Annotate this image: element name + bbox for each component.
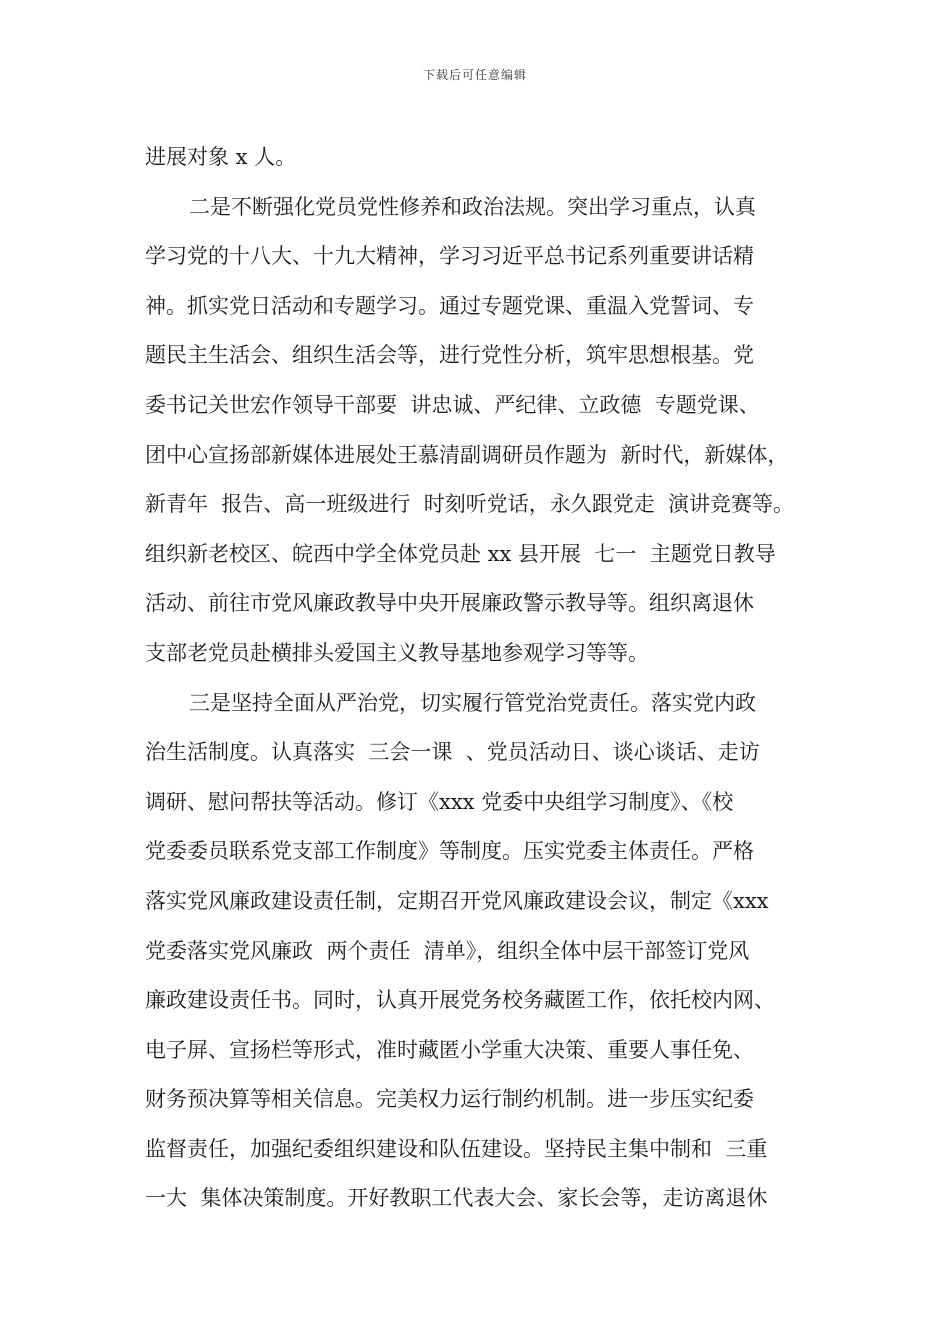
text-line: 财务预决算等相关信息。完美权力运行制约机制。进一步压实纪委 xyxy=(145,1087,754,1112)
text-line: 一大 集体决策制度。开好教职工代表大会、家长会等，走访离退休 xyxy=(145,1186,768,1211)
text-line: 进展对象 x 人。 xyxy=(145,145,297,169)
text-line: 新青年 报告、高一班级进行 时刻听党话，永久跟党走 演讲竞赛等。 xyxy=(145,492,795,517)
text-line: 神。抓实党日活动和专题学习。通过专题党课、重温入党誓词、专 xyxy=(145,293,754,318)
text-line: 党委委员联系党支部工作制度》等制度。压实党委主体责任。严格 xyxy=(145,839,754,864)
text-line: 党委落实党风廉政 两个责任 清单》，组织全体中层干部签订党风 xyxy=(145,938,750,963)
text-line: 支部老党员赴横排头爱国主义教导基地参观学习等等。 xyxy=(145,640,649,665)
text-line: 电子屏、宣扬栏等形式，准时藏匿小学重大决策、重要人事任免、 xyxy=(145,1037,754,1062)
text-line: 团中心宣扬部新媒体进展处王慕清副调研员作题为 新时代，新媒体， xyxy=(145,442,789,467)
paragraph-start-line: 二是不断强化党员党性修养和政治法规。突出学习重点，认真 xyxy=(189,194,756,219)
text-line: 组织新老校区、皖西中学全体党员赴 xx 县开展 七一 主题党日教导 xyxy=(145,541,776,566)
paragraph-start-line: 三是坚持全面从严治党，切实履行管党治党责任。落实党内政 xyxy=(189,690,756,715)
text-line: 学习党的十八大、十九大精神，学习习近平总书记系列重要讲话精 xyxy=(145,244,754,269)
text-line: 题民主生活会、组织生活会等，进行党性分析，筑牢思想根基。党 xyxy=(145,343,754,368)
text-line: 治生活制度。认真落实 三会一课 、党员活动日、谈心谈话、走访 xyxy=(145,740,760,765)
text-line: 廉政建设责任书。同时，认真开展党务校务藏匿工作，依托校内网、 xyxy=(145,988,775,1013)
text-line: 委书记关世宏作领导干部要 讲忠诚、严纪律、立政德 专题党课、 xyxy=(145,392,760,417)
page-header: 下载后可任意编辑 xyxy=(422,68,527,82)
text-line: 活动、前往市党风廉政教导中央开展廉政警示教导等。组织离退休 xyxy=(145,591,754,616)
text-line: 落实党风廉政建设责任制，定期召开党风廉政建设会议，制定《xxx xyxy=(145,888,769,913)
text-line: 调研、慰问帮扶等活动。修订《xxx 党委中央组学习制度》、《校 xyxy=(145,789,734,814)
document-body xyxy=(145,133,825,1224)
text-line: 监督责任，加强纪委组织建设和队伍建设。坚持民主集中制和 三重 xyxy=(145,1136,768,1161)
